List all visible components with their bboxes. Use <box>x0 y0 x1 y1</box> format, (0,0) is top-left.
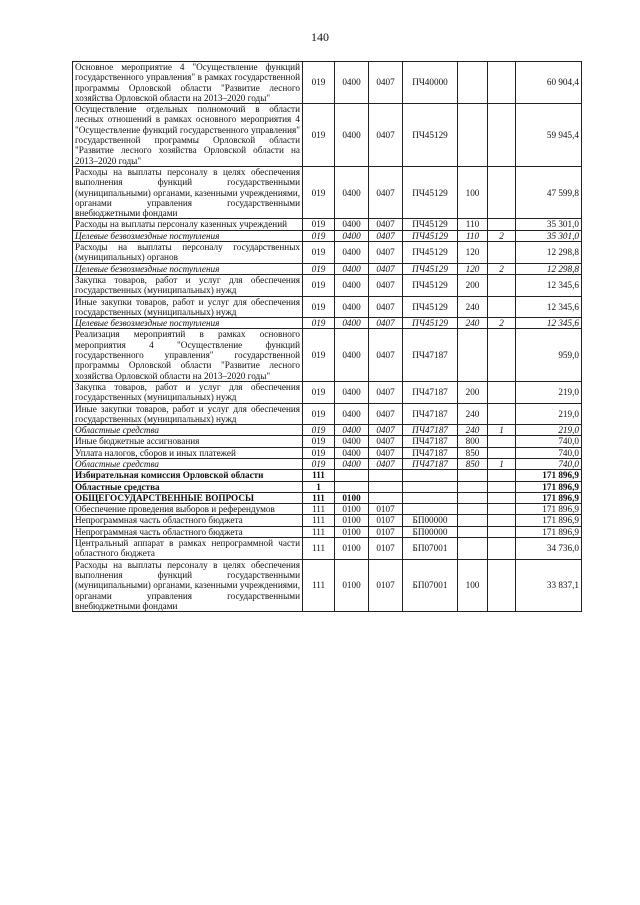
row-amount: 171 896,9 <box>516 515 582 526</box>
row-subsection-code: 0407 <box>369 230 403 241</box>
row-grbs-code: 019 <box>303 166 335 218</box>
row-amount: 171 896,9 <box>516 481 582 492</box>
row-description: Избирательная комиссия Орловской области <box>73 470 303 481</box>
row-subsection-code: 0107 <box>369 515 403 526</box>
budget-table <box>72 61 582 612</box>
row-source-code <box>488 492 516 503</box>
row-section-code: 0400 <box>335 458 369 469</box>
row-subsection-code: 0407 <box>369 381 403 403</box>
row-expense-type-code <box>458 62 488 104</box>
row-section-code: 0400 <box>335 219 369 230</box>
row-source-code <box>488 219 516 230</box>
row-subsection-code <box>369 481 403 492</box>
row-target-article-code: ПЧ45129 <box>403 296 458 318</box>
row-target-article-code: ПЧ47187 <box>403 447 458 458</box>
row-target-article-code <box>403 470 458 481</box>
row-section-code: 0400 <box>335 329 369 381</box>
row-amount: 219,0 <box>516 425 582 436</box>
row-target-article-code: ПЧ45129 <box>403 242 458 264</box>
row-source-code: 2 <box>488 318 516 329</box>
row-expense-type-code: 200 <box>458 274 488 296</box>
row-subsection-code: 0107 <box>369 526 403 537</box>
row-amount: 33 837,1 <box>516 559 582 611</box>
row-description: Закупка товаров, работ и услуг для обеспечения государственных (муниципальных) нужд <box>73 381 303 403</box>
row-subsection-code: 0407 <box>369 329 403 381</box>
row-amount: 171 896,9 <box>516 504 582 515</box>
table-row <box>73 470 582 481</box>
row-target-article-code: ПЧ47187 <box>403 403 458 425</box>
row-grbs-code: 019 <box>303 296 335 318</box>
table-row <box>73 242 582 264</box>
row-section-code: 0100 <box>335 538 369 560</box>
row-description: Непрограммная часть областного бюджета <box>73 526 303 537</box>
row-source-code <box>488 447 516 458</box>
row-amount: 219,0 <box>516 381 582 403</box>
row-subsection-code: 0407 <box>369 242 403 264</box>
row-amount: 12 345,6 <box>516 296 582 318</box>
row-source-code: 2 <box>488 230 516 241</box>
table-row <box>73 381 582 403</box>
row-target-article-code: ПЧ45129 <box>403 166 458 218</box>
budget-table-body <box>73 62 582 612</box>
table-row <box>73 538 582 560</box>
row-amount: 47 599,8 <box>516 166 582 218</box>
row-grbs-code: 019 <box>303 219 335 230</box>
row-source-code <box>488 329 516 381</box>
row-section-code: 0400 <box>335 274 369 296</box>
table-row <box>73 329 582 381</box>
row-source-code <box>488 296 516 318</box>
row-description: Уплата налогов, сборов и иных платежей <box>73 447 303 458</box>
row-source-code <box>488 274 516 296</box>
row-section-code: 0400 <box>335 166 369 218</box>
row-source-code <box>488 381 516 403</box>
row-amount: 740,0 <box>516 447 582 458</box>
row-grbs-code: 111 <box>303 526 335 537</box>
row-section-code: 0400 <box>335 296 369 318</box>
row-description: Центральный аппарат в рамках непрограммной части областного бюджета <box>73 538 303 560</box>
row-subsection-code: 0407 <box>369 274 403 296</box>
row-amount: 740,0 <box>516 436 582 447</box>
row-expense-type-code: 240 <box>458 296 488 318</box>
row-section-code: 0400 <box>335 425 369 436</box>
row-amount: 35 301,0 <box>516 219 582 230</box>
row-expense-type-code: 240 <box>458 318 488 329</box>
row-grbs-code: 019 <box>303 381 335 403</box>
row-grbs-code: 111 <box>303 559 335 611</box>
row-expense-type-code <box>458 104 488 167</box>
row-grbs-code: 019 <box>303 425 335 436</box>
row-amount: 35 301,0 <box>516 230 582 241</box>
table-row <box>73 425 582 436</box>
row-amount: 959,0 <box>516 329 582 381</box>
row-subsection-code <box>369 470 403 481</box>
row-amount: 219,0 <box>516 403 582 425</box>
row-subsection-code: 0107 <box>369 538 403 560</box>
row-source-code <box>488 538 516 560</box>
row-subsection-code: 0407 <box>369 104 403 167</box>
row-expense-type-code: 120 <box>458 263 488 274</box>
row-amount: 59 945,4 <box>516 104 582 167</box>
row-subsection-code: 0107 <box>369 504 403 515</box>
row-section-code: 0400 <box>335 436 369 447</box>
row-subsection-code: 0407 <box>369 447 403 458</box>
row-section-code <box>335 481 369 492</box>
row-grbs-code: 1 <box>303 481 335 492</box>
table-row <box>73 436 582 447</box>
row-target-article-code: ПЧ47187 <box>403 436 458 447</box>
row-grbs-code: 111 <box>303 504 335 515</box>
row-expense-type-code: 850 <box>458 447 488 458</box>
row-section-code: 0400 <box>335 403 369 425</box>
row-section-code: 0100 <box>335 504 369 515</box>
row-amount: 12 298,8 <box>516 263 582 274</box>
row-amount: 60 904,4 <box>516 62 582 104</box>
row-expense-type-code: 850 <box>458 458 488 469</box>
row-target-article-code: ПЧ45129 <box>403 104 458 167</box>
row-source-code <box>488 504 516 515</box>
table-row <box>73 403 582 425</box>
row-description: ОБЩЕГОСУДАРСТВЕННЫЕ ВОПРОСЫ <box>73 492 303 503</box>
row-subsection-code: 0107 <box>369 559 403 611</box>
row-source-code <box>488 481 516 492</box>
row-target-article-code: ПЧ47187 <box>403 329 458 381</box>
row-section-code: 0400 <box>335 381 369 403</box>
row-section-code: 0400 <box>335 447 369 458</box>
table-row <box>73 526 582 537</box>
row-expense-type-code: 240 <box>458 425 488 436</box>
row-description: Основное мероприятие 4 "Осуществление функций государственного управления" в рамках государственной программы Орловской области "Развитие лесного хозяйства Орловской области на 2013–2020 годы" <box>73 62 303 104</box>
table-row <box>73 274 582 296</box>
row-target-article-code <box>403 504 458 515</box>
row-expense-type-code: 800 <box>458 436 488 447</box>
table-row <box>73 492 582 503</box>
row-grbs-code: 019 <box>303 458 335 469</box>
row-source-code <box>488 403 516 425</box>
row-description: Непрограммная часть областного бюджета <box>73 515 303 526</box>
row-source-code <box>488 436 516 447</box>
row-expense-type-code <box>458 526 488 537</box>
row-target-article-code <box>403 492 458 503</box>
row-target-article-code <box>403 481 458 492</box>
row-subsection-code: 0407 <box>369 318 403 329</box>
row-source-code <box>488 470 516 481</box>
row-expense-type-code: 110 <box>458 219 488 230</box>
table-row <box>73 296 582 318</box>
row-description: Областные средства <box>73 481 303 492</box>
row-source-code <box>488 62 516 104</box>
table-row <box>73 447 582 458</box>
row-subsection-code: 0407 <box>369 166 403 218</box>
row-target-article-code: БП07001 <box>403 538 458 560</box>
row-subsection-code: 0407 <box>369 296 403 318</box>
row-expense-type-code <box>458 329 488 381</box>
row-grbs-code: 019 <box>303 230 335 241</box>
row-source-code <box>488 515 516 526</box>
row-section-code: 0400 <box>335 263 369 274</box>
row-expense-type-code: 200 <box>458 381 488 403</box>
row-description: Обеспечение проведения выборов и референдумов <box>73 504 303 515</box>
row-grbs-code: 019 <box>303 436 335 447</box>
row-target-article-code: ПЧ45129 <box>403 219 458 230</box>
row-source-code <box>488 242 516 264</box>
row-section-code: 0100 <box>335 492 369 503</box>
table-row <box>73 62 582 104</box>
row-amount: 171 896,9 <box>516 470 582 481</box>
row-subsection-code: 0407 <box>369 458 403 469</box>
row-target-article-code: БП07001 <box>403 559 458 611</box>
row-expense-type-code: 120 <box>458 242 488 264</box>
row-source-code <box>488 559 516 611</box>
row-expense-type-code: 110 <box>458 230 488 241</box>
row-description: Целевые безвозмездные поступления <box>73 230 303 241</box>
row-source-code <box>488 526 516 537</box>
row-expense-type-code: 240 <box>458 403 488 425</box>
row-target-article-code: ПЧ47187 <box>403 425 458 436</box>
row-subsection-code: 0407 <box>369 263 403 274</box>
row-section-code: 0100 <box>335 515 369 526</box>
row-grbs-code: 019 <box>303 329 335 381</box>
row-expense-type-code <box>458 492 488 503</box>
table-row <box>73 166 582 218</box>
row-target-article-code: ПЧ45129 <box>403 230 458 241</box>
row-section-code: 0400 <box>335 104 369 167</box>
row-expense-type-code <box>458 538 488 560</box>
row-section-code: 0100 <box>335 559 369 611</box>
row-grbs-code: 019 <box>303 62 335 104</box>
row-description: Расходы на выплаты персоналу в целях обеспечения выполнения функций государственными (муниципальными) органами, казенными учреждениями, органами управления государственными внебюджетными фондами <box>73 166 303 218</box>
row-expense-type-code: 100 <box>458 559 488 611</box>
row-target-article-code: ПЧ45129 <box>403 274 458 296</box>
row-subsection-code: 0407 <box>369 403 403 425</box>
row-subsection-code <box>369 492 403 503</box>
row-description: Расходы на выплаты персоналу казенных учреждений <box>73 219 303 230</box>
row-source-code: 2 <box>488 263 516 274</box>
row-description: Закупка товаров, работ и услуг для обеспечения государственных (муниципальных) нужд <box>73 274 303 296</box>
row-description: Осуществление отдельных полномочий в области лесных отношений в рамках основного мероприятия 4 "Осуществление функций государственного управления" государственной программы Орловской области "Развитие лесного хозяйства Орловской области на 2013–2020 годы" <box>73 104 303 167</box>
row-section-code: 0400 <box>335 242 369 264</box>
row-amount: 740,0 <box>516 458 582 469</box>
table-row <box>73 219 582 230</box>
row-grbs-code: 019 <box>303 318 335 329</box>
row-subsection-code: 0407 <box>369 62 403 104</box>
row-expense-type-code <box>458 470 488 481</box>
row-amount: 34 736,0 <box>516 538 582 560</box>
row-subsection-code: 0407 <box>369 436 403 447</box>
row-description: Иные бюджетные ассигнования <box>73 436 303 447</box>
row-source-code: 1 <box>488 425 516 436</box>
row-target-article-code: ПЧ45129 <box>403 263 458 274</box>
table-row <box>73 515 582 526</box>
table-row <box>73 263 582 274</box>
row-expense-type-code <box>458 515 488 526</box>
row-target-article-code: БП00000 <box>403 515 458 526</box>
row-description: Целевые безвозмездные поступления <box>73 318 303 329</box>
row-source-code <box>488 166 516 218</box>
table-row <box>73 458 582 469</box>
row-description: Реализация мероприятий в рамках основного мероприятия 4 "Осуществление функций государственного управления" государственной программы Орловской области "Развитие лесного хозяйства Орловской области на 2013–2020 годы" <box>73 329 303 381</box>
row-amount: 171 896,9 <box>516 526 582 537</box>
row-source-code <box>488 104 516 167</box>
table-row <box>73 481 582 492</box>
row-description: Расходы на выплаты персоналу государственных (муниципальных) органов <box>73 242 303 264</box>
row-grbs-code: 019 <box>303 242 335 264</box>
row-section-code <box>335 470 369 481</box>
row-target-article-code: ПЧ47187 <box>403 458 458 469</box>
row-expense-type-code: 100 <box>458 166 488 218</box>
row-description: Областные средства <box>73 425 303 436</box>
row-subsection-code: 0407 <box>369 425 403 436</box>
row-expense-type-code <box>458 481 488 492</box>
row-target-article-code: ПЧ47187 <box>403 381 458 403</box>
row-description: Целевые безвозмездные поступления <box>73 263 303 274</box>
row-amount: 12 298,8 <box>516 242 582 264</box>
row-section-code: 0400 <box>335 230 369 241</box>
page-number: 140 <box>311 30 329 44</box>
row-grbs-code: 019 <box>303 447 335 458</box>
row-description: Иные закупки товаров, работ и услуг для обеспечения государственных (муниципальных) нужд <box>73 296 303 318</box>
row-section-code: 0400 <box>335 62 369 104</box>
row-description: Иные закупки товаров, работ и услуг для обеспечения государственных (муниципальных) нужд <box>73 403 303 425</box>
row-grbs-code: 019 <box>303 104 335 167</box>
table-row <box>73 504 582 515</box>
row-source-code: 1 <box>488 458 516 469</box>
table-row <box>73 230 582 241</box>
table-row <box>73 104 582 167</box>
row-target-article-code: ПЧ45129 <box>403 318 458 329</box>
row-grbs-code: 019 <box>303 274 335 296</box>
row-amount: 12 345,6 <box>516 274 582 296</box>
row-section-code: 0400 <box>335 318 369 329</box>
row-section-code: 0100 <box>335 526 369 537</box>
table-row <box>73 559 582 611</box>
row-subsection-code: 0407 <box>369 219 403 230</box>
row-grbs-code: 111 <box>303 492 335 503</box>
row-amount: 171 896,9 <box>516 492 582 503</box>
row-description: Областные средства <box>73 458 303 469</box>
row-grbs-code: 111 <box>303 515 335 526</box>
row-grbs-code: 111 <box>303 470 335 481</box>
row-expense-type-code <box>458 504 488 515</box>
row-amount: 12 345,6 <box>516 318 582 329</box>
row-grbs-code: 019 <box>303 263 335 274</box>
row-target-article-code: БП00000 <box>403 526 458 537</box>
row-grbs-code: 111 <box>303 538 335 560</box>
table-row <box>73 318 582 329</box>
row-description: Расходы на выплаты персоналу в целях обеспечения выполнения функций государственными (муниципальными) органами, казенными учреждениями, органами управления государственными внебюджетными фондами <box>73 559 303 611</box>
row-target-article-code: ПЧ40000 <box>403 62 458 104</box>
row-grbs-code: 019 <box>303 403 335 425</box>
